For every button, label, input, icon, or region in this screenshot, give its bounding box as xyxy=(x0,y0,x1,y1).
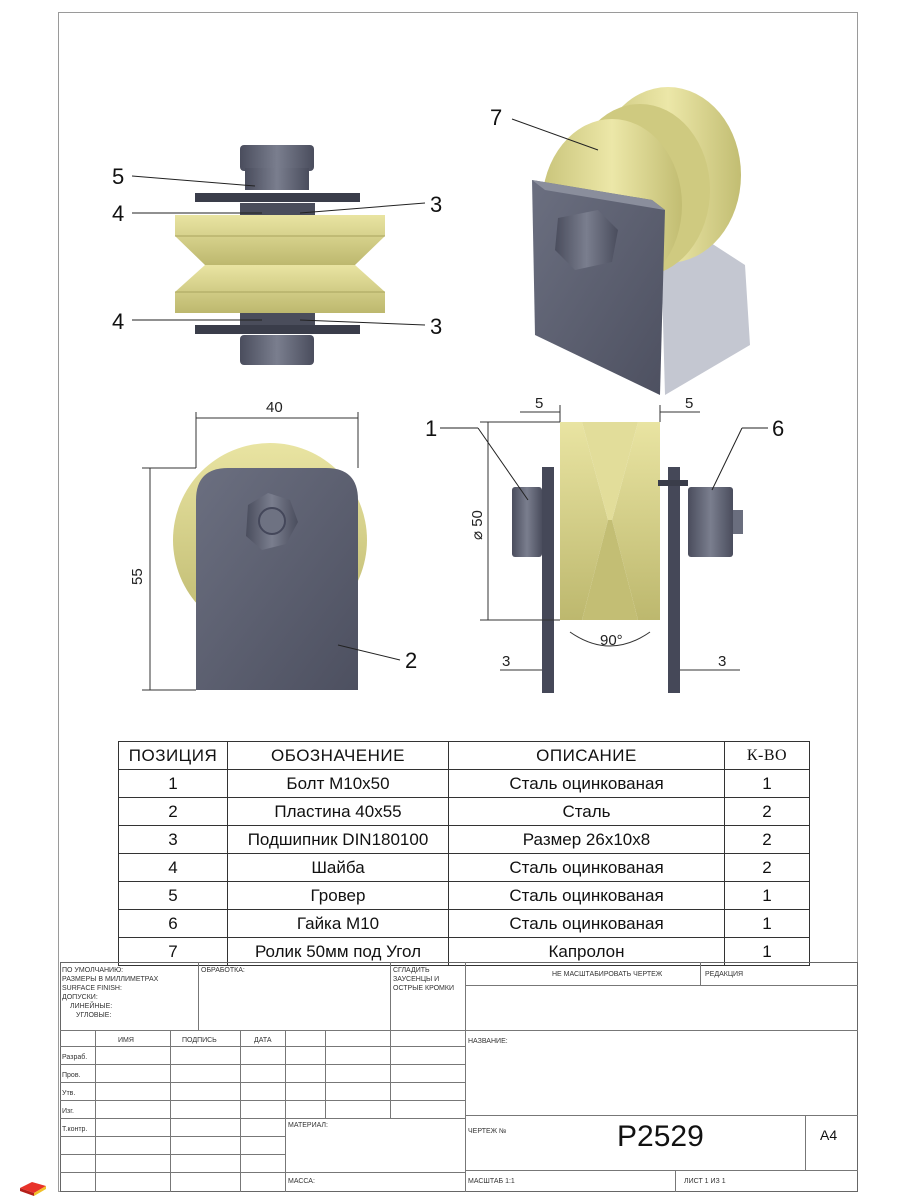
cell-description: Размер 26x10x8 xyxy=(449,826,725,854)
roller-lower-half xyxy=(175,265,385,313)
side-view xyxy=(425,395,784,693)
cell-description: Сталь оцинкованая xyxy=(449,854,725,882)
bolt-head-side xyxy=(512,487,542,557)
cell-position: 2 xyxy=(119,798,228,826)
table-row xyxy=(119,910,810,938)
sheet-size: A4 xyxy=(820,1127,838,1143)
logo-icon xyxy=(18,1178,48,1196)
bolt-head-top xyxy=(240,145,314,171)
tb-role-maker: Изг. xyxy=(62,1108,74,1115)
nut-bottom xyxy=(240,335,314,365)
tb-no-scale: НЕ МАСШТАБИРОВАТЬ ЧЕРТЕЖ xyxy=(552,971,663,978)
dim-plate-right: 3 xyxy=(718,653,727,670)
front-view xyxy=(129,399,417,690)
cell-quantity: 2 xyxy=(725,826,810,854)
tb-col-date: ДАТА xyxy=(254,1037,272,1044)
tb-revision: РЕДАКЦИЯ xyxy=(705,971,744,978)
cell-position: 3 xyxy=(119,826,228,854)
dim-width-40: 40 xyxy=(266,399,283,416)
cell-position: 5 xyxy=(119,882,228,910)
cell-description: Сталь оцинкованая xyxy=(449,882,725,910)
spring-washer-top xyxy=(245,168,309,190)
callout-4-top: 4 xyxy=(112,201,125,226)
tb-angular: УГЛОВЫЕ: xyxy=(76,1012,112,1019)
dim-flange-left: 5 xyxy=(535,395,544,412)
tb-surface: SURFACE FINISH: xyxy=(62,985,122,992)
tb-linear: ЛИНЕЙНЫЕ: xyxy=(70,1003,113,1010)
dim-height-55: 55 xyxy=(129,568,146,585)
cell-quantity: 1 xyxy=(725,910,810,938)
table-row xyxy=(119,770,810,798)
cell-quantity: 1 xyxy=(725,938,810,966)
callout-6: 6 xyxy=(772,416,785,441)
tb-col-name: ИМЯ xyxy=(118,1037,134,1044)
header-designation: ОБОЗНАЧЕНИЕ xyxy=(228,742,449,770)
callout-5: 5 xyxy=(112,164,125,189)
exploded-view xyxy=(112,145,442,365)
table-row xyxy=(119,826,810,854)
cell-designation: Гайка М10 xyxy=(228,910,449,938)
tb-role-developer: Разраб. xyxy=(62,1054,88,1061)
callout-3-top: 3 xyxy=(430,192,443,217)
cell-position: 7 xyxy=(119,938,228,966)
tb-deburr-3: ОСТРЫЕ КРОМКИ xyxy=(393,985,455,992)
tb-scale: МАСШТАБ 1:1 xyxy=(468,1178,515,1185)
cell-description: Капролон xyxy=(449,938,725,966)
cell-quantity: 1 xyxy=(725,882,810,910)
tb-units: РАЗМЕРЫ В МИЛЛИМЕТРАХ xyxy=(62,976,159,983)
drawing-number: P2529 xyxy=(617,1120,704,1153)
cell-position: 4 xyxy=(119,854,228,882)
cell-description: Сталь оцинкованая xyxy=(449,910,725,938)
table-row xyxy=(119,854,810,882)
cell-designation: Пластина 40x55 xyxy=(228,798,449,826)
parts-list-table xyxy=(118,741,810,966)
tb-col-sign: ПОДПИСЬ xyxy=(182,1037,217,1044)
cell-description: Сталь оцинкованая xyxy=(449,770,725,798)
table-row xyxy=(119,798,810,826)
cell-position: 1 xyxy=(119,770,228,798)
dim-flange-right: 5 xyxy=(685,395,694,412)
bearing-bottom xyxy=(240,313,315,325)
nut-side xyxy=(688,487,733,557)
callout-4-bottom: 4 xyxy=(112,309,125,334)
side-plate-left xyxy=(542,467,554,693)
cell-designation: Гровер xyxy=(228,882,449,910)
tb-title-label: НАЗВАНИЕ: xyxy=(468,1038,508,1045)
roller-upper-half xyxy=(175,215,385,265)
header-position: ПОЗИЦИЯ xyxy=(119,742,228,770)
tb-deburr-1: СГЛАДИТЬ xyxy=(393,967,430,974)
isometric-view xyxy=(490,87,750,395)
dim-diameter: ⌀ 50 xyxy=(469,510,486,540)
tb-role-control: Т.контр. xyxy=(62,1126,88,1133)
washer-top xyxy=(195,193,360,202)
tb-role-approver: Утв. xyxy=(62,1090,76,1097)
callout-1: 1 xyxy=(425,416,438,441)
tb-tolerances: ДОПУСКИ: xyxy=(62,994,98,1001)
cell-description: Сталь xyxy=(449,798,725,826)
title-block xyxy=(60,962,858,1192)
cell-quantity: 2 xyxy=(725,854,810,882)
side-plate-right xyxy=(668,467,680,693)
cell-designation: Шайба xyxy=(228,854,449,882)
cell-quantity: 2 xyxy=(725,798,810,826)
cell-designation: Ролик 50мм под Угол xyxy=(228,938,449,966)
cell-position: 6 xyxy=(119,910,228,938)
cell-quantity: 1 xyxy=(725,770,810,798)
callout-7: 7 xyxy=(490,105,503,130)
dim-plate-left: 3 xyxy=(502,653,511,670)
tb-deburr-2: ЗАУСЕНЦЫ И xyxy=(393,976,440,983)
header-quantity: К-ВО xyxy=(725,742,810,770)
washer-bottom xyxy=(195,325,360,334)
tb-finish: ОБРАБОТКА: xyxy=(201,967,245,974)
header-description: ОПИСАНИЕ xyxy=(449,742,725,770)
callout-2: 2 xyxy=(405,648,418,673)
callout-3-bottom: 3 xyxy=(430,314,443,339)
dim-angle: 90° xyxy=(600,632,623,649)
table-row xyxy=(119,882,810,910)
tb-defaults: ПО УМОЛЧАНИЮ: xyxy=(62,967,124,974)
parts-header-row xyxy=(119,742,810,770)
tb-mass: МАССА: xyxy=(288,1178,315,1185)
tb-sheet: ЛИСТ 1 ИЗ 1 xyxy=(684,1178,726,1185)
cell-designation: Подшипник DIN180100 xyxy=(228,826,449,854)
tb-drawing-no-label: ЧЕРТЕЖ № xyxy=(468,1128,507,1135)
tb-role-checker: Пров. xyxy=(62,1072,81,1079)
tb-material: МАТЕРИАЛ: xyxy=(288,1122,328,1129)
cell-designation: Болт М10x50 xyxy=(228,770,449,798)
